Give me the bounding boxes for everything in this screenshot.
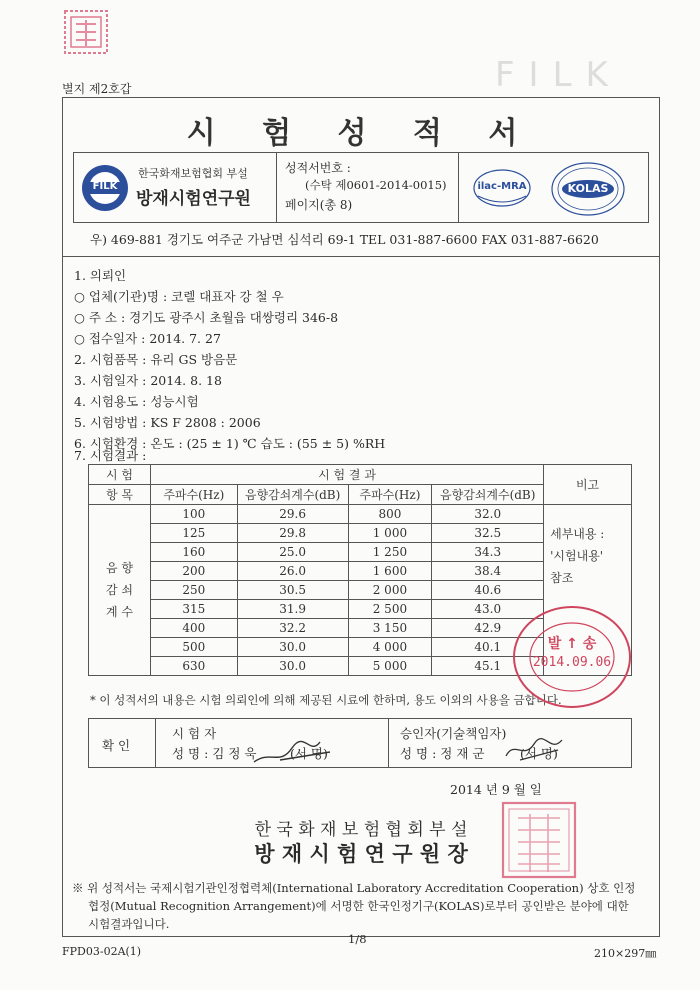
company-line: ○ 업체(기관)명 : 코렐 대표자 강 철 우	[74, 289, 284, 304]
sub-coef-2: 음향감쇠계수(dB)	[432, 485, 544, 505]
cell-f1: 500	[150, 638, 237, 657]
filk-logo-text: FILK	[92, 181, 118, 192]
cell-v2: 40.1	[432, 638, 544, 657]
sub-freq-1: 주파수(Hz)	[150, 485, 237, 505]
cell-f2: 2 000	[348, 581, 432, 600]
environment-line: 6. 시험환경 : 온도 : (25 ± 1) ℃ 습도 : (55 ± 5) %RH	[74, 436, 386, 451]
sub-freq-2: 주파수(Hz)	[348, 485, 432, 505]
date-stamp-top: 발 ↑ 송	[547, 636, 597, 652]
org-name: 방재시험연구원	[136, 189, 251, 209]
issuer-line1: 한 국 화 재 보 험 협 회 부 설	[254, 820, 468, 840]
item-name-line: 계 수	[105, 605, 133, 619]
cell-f2: 3 150	[348, 619, 432, 638]
cell-v1: 30.5	[237, 581, 348, 600]
cell-f1: 315	[150, 600, 237, 619]
cert-no-value: (수탁 제0601-2014-0015)	[305, 178, 447, 192]
cell-f1: 400	[150, 619, 237, 638]
ilac-mra-text: ilac-MRA	[477, 181, 527, 192]
remark-line: '시험내용'	[550, 549, 604, 563]
kolas-logo	[548, 160, 628, 218]
cell-f2: 5 000	[348, 657, 432, 676]
received-line: ○ 접수일자 : 2014. 7. 27	[74, 331, 221, 346]
ilac-mra-logo	[468, 164, 536, 214]
cell-v1: 32.2	[237, 619, 348, 638]
purpose-line: 4. 시험용도 : 성능시험	[74, 394, 199, 409]
cell-f2: 800	[348, 505, 432, 524]
cell-v1: 25.0	[237, 543, 348, 562]
item-name-line: 음 향	[105, 561, 133, 575]
cell-v2: 40.6	[432, 581, 544, 600]
cell-v1: 30.0	[237, 657, 348, 676]
footer-note-1: ※ 위 성적서는 국제시험기관인정협력체(International Laboratory Accreditation Cooperation) 상호 인정	[72, 881, 636, 895]
approver-title: 승인자(기술책임자)	[400, 726, 507, 741]
address-client-line: ○ 주 소 : 경기도 광주시 초월읍 대쌍령리 346-8	[74, 310, 339, 325]
address-line: 우) 469-881 경기도 여주군 가남면 심석리 69-1 TEL 031-887-6600 FAX 031-887-6620	[90, 232, 599, 247]
approver-sign-label: (서 명)	[520, 746, 558, 761]
page-label: 페이지(총 8)	[285, 198, 353, 212]
cell-f2: 1 600	[348, 562, 432, 581]
cell-f1: 250	[150, 581, 237, 600]
test-date-line: 3. 시험일자 : 2014. 8. 18	[74, 373, 222, 388]
form-label: 별지 제2호갑	[62, 82, 132, 96]
tester-name: 성 명 : 김 정 욱	[172, 746, 257, 761]
cell-f1: 160	[150, 543, 237, 562]
result-header: 7. 시험결과 :	[74, 448, 147, 463]
note-line: * 이 성적서의 내용은 시험 의뢰인에 의해 제공된 시료에 한하며, 용도 이외의 사용을 금합니다.	[90, 693, 562, 707]
cell-f1: 125	[150, 524, 237, 543]
cell-v2: 38.4	[432, 562, 544, 581]
cell-v2: 32.0	[432, 505, 544, 524]
col-remark: 비고	[544, 465, 632, 505]
sub-coef-1: 음향감쇠계수(dB)	[237, 485, 348, 505]
cell-f2: 1 000	[348, 524, 432, 543]
cell-v1: 30.0	[237, 638, 348, 657]
cell-f1: 200	[150, 562, 237, 581]
page-number: 1/8	[348, 932, 367, 946]
cell-f2: 2 500	[348, 600, 432, 619]
col-item-top: 시 험	[89, 465, 151, 485]
kolas-text: KOLAS	[567, 182, 609, 195]
paper-size: 210×297㎜	[594, 947, 657, 960]
approver-signature	[500, 730, 570, 766]
cell-v1: 29.8	[237, 524, 348, 543]
confirm-label: 확 인	[102, 738, 131, 753]
embossed-filk-stamp: FILK	[495, 55, 622, 95]
col-result: 시 험 결 과	[150, 465, 543, 485]
cell-v1: 26.0	[237, 562, 348, 581]
cell-f2: 4 000	[348, 638, 432, 657]
cell-f1: 630	[150, 657, 237, 676]
tester-title: 시 험 자	[172, 726, 217, 741]
issuer-line2: 방 재 시 험 연 구 원 장	[254, 841, 468, 866]
cert-no-label: 성적서번호 :	[285, 161, 351, 175]
cell-v1: 31.9	[237, 600, 348, 619]
cell-v2: 42.9	[432, 619, 544, 638]
col-item-bottom: 항 목	[89, 485, 151, 505]
date-line: 2014 년 9 월 일	[450, 782, 542, 797]
footer-note-2: 협정(Mutual Recognition Arrangement)에 서명한 한국인정기구(KOLAS)로부터 공인받은 분야에 대한	[88, 899, 629, 913]
cell-v2: 45.1	[432, 657, 544, 676]
top-left-seal-stamp	[62, 8, 110, 56]
cell-v2: 34.3	[432, 543, 544, 562]
cell-f2: 1 250	[348, 543, 432, 562]
approver-name: 성 명 : 정 재 군	[400, 746, 485, 761]
doc-title: 시 험 성 적 서	[186, 116, 536, 151]
date-stamp	[510, 603, 634, 711]
item-name-cell	[89, 505, 151, 676]
form-code: FPD03-02A(1)	[62, 945, 142, 958]
method-line: 5. 시험방법 : KS F 2808 : 2006	[74, 415, 261, 430]
cell-v2: 43.0	[432, 600, 544, 619]
org-sub: 한국화재보험협회 부설	[138, 167, 248, 180]
item-name-line: 감 쇠	[105, 583, 133, 597]
footer-note-3: 시험결과입니다.	[88, 917, 170, 931]
remark-line: 세부내용 :	[550, 527, 605, 541]
cell-v1: 29.6	[237, 505, 348, 524]
client-header: 1. 의뢰인	[74, 268, 127, 283]
tester-sign-label: (서 명)	[290, 746, 328, 761]
item-line: 2. 시험품목 : 유리 GS 방음문	[74, 352, 238, 367]
table-row	[89, 505, 632, 524]
tester-signature	[250, 730, 340, 770]
cell-v2: 32.5	[432, 524, 544, 543]
filk-logo	[80, 163, 130, 213]
cell-f1: 100	[150, 505, 237, 524]
remark-line: 참조	[550, 571, 574, 585]
date-stamp-date: 2014.09.06	[532, 655, 612, 670]
